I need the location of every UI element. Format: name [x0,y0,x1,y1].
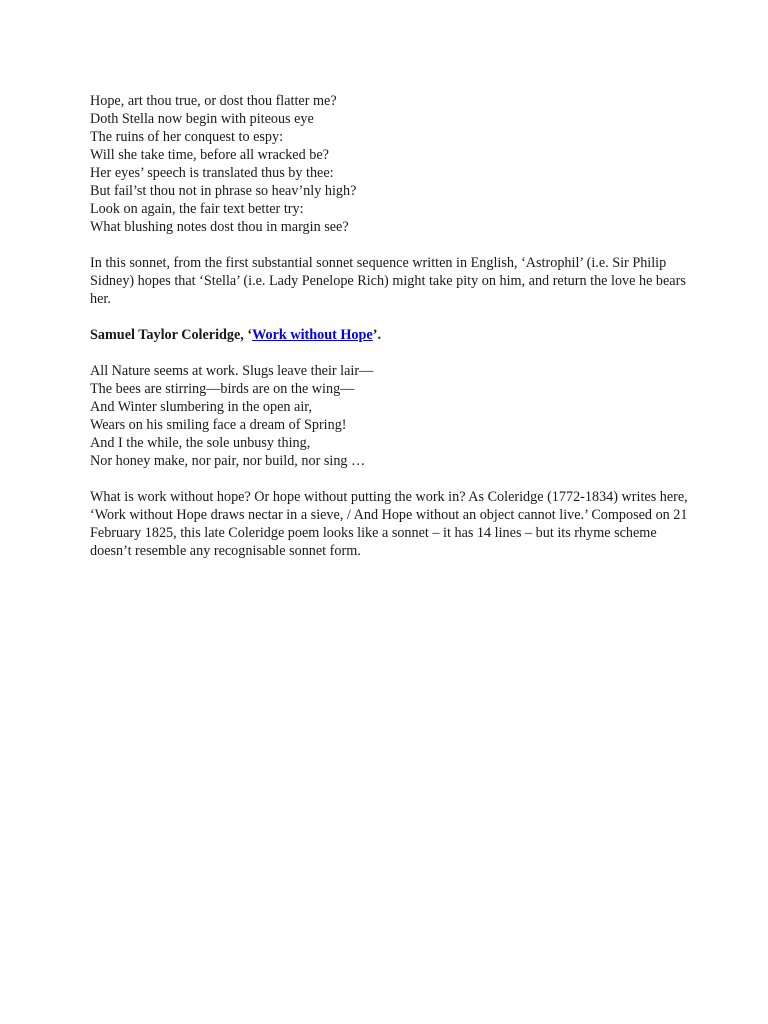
sidney-poem [90,92,690,236]
heading-suffix: ’. [372,327,381,343]
heading-prefix: Samuel Taylor Coleridge, ‘ [90,327,253,343]
poem-line: What blushing notes dost thou in margin see? [90,219,349,235]
poem-line: Wears on his smiling face a dream of Spring! [90,417,347,433]
poem-line: The bees are stirring—birds are on the wing— [90,381,355,397]
coleridge-heading [90,326,690,344]
poem-line: Nor honey make, nor pair, nor build, nor sing … [90,453,366,469]
sidney-commentary: In this sonnet, from the first substantial sonnet sequence written in English, ‘Astrophil’ (i.e. Sir Philip Sidney) hopes that ‘Stella’ (i.e. Lady Penelope Rich) might take pity on him, and return the love he bears her. [90,255,686,307]
poem-line: Look on again, the fair text better try: [90,201,304,217]
poem-line: But fail’st thou not in phrase so heav’nly high? [90,183,357,199]
poem-line: And Winter slumbering in the open air, [90,399,313,415]
work-without-hope-link[interactable]: Work without Hope [252,327,373,343]
poem-line: Doth Stella now begin with piteous eye [90,111,314,127]
poem-line: The ruins of her conquest to espy: [90,129,284,145]
poem-line: Her eyes’ speech is translated thus by thee: [90,165,334,181]
poem-line: Hope, art thou true, or dost thou flatter me? [90,93,337,109]
coleridge-commentary: What is work without hope? Or hope without putting the work in? As Coleridge (1772-1834) writes here, ‘Work without Hope draws nectar in a sieve, / And Hope without an object cannot live.’ Composed on 21 February 1825, this late Coleridge poem looks like a sonnet – it has 14 lines – but its rhyme scheme doesn’t resemble any recognisable sonnet form. [90,489,688,559]
poem-line: All Nature seems at work. Slugs leave their lair— [90,363,374,379]
poem-line: Will she take time, before all wracked be? [90,147,329,163]
coleridge-poem [90,362,690,470]
document-page [90,92,690,578]
poem-line: And I the while, the sole unbusy thing, [90,435,311,451]
